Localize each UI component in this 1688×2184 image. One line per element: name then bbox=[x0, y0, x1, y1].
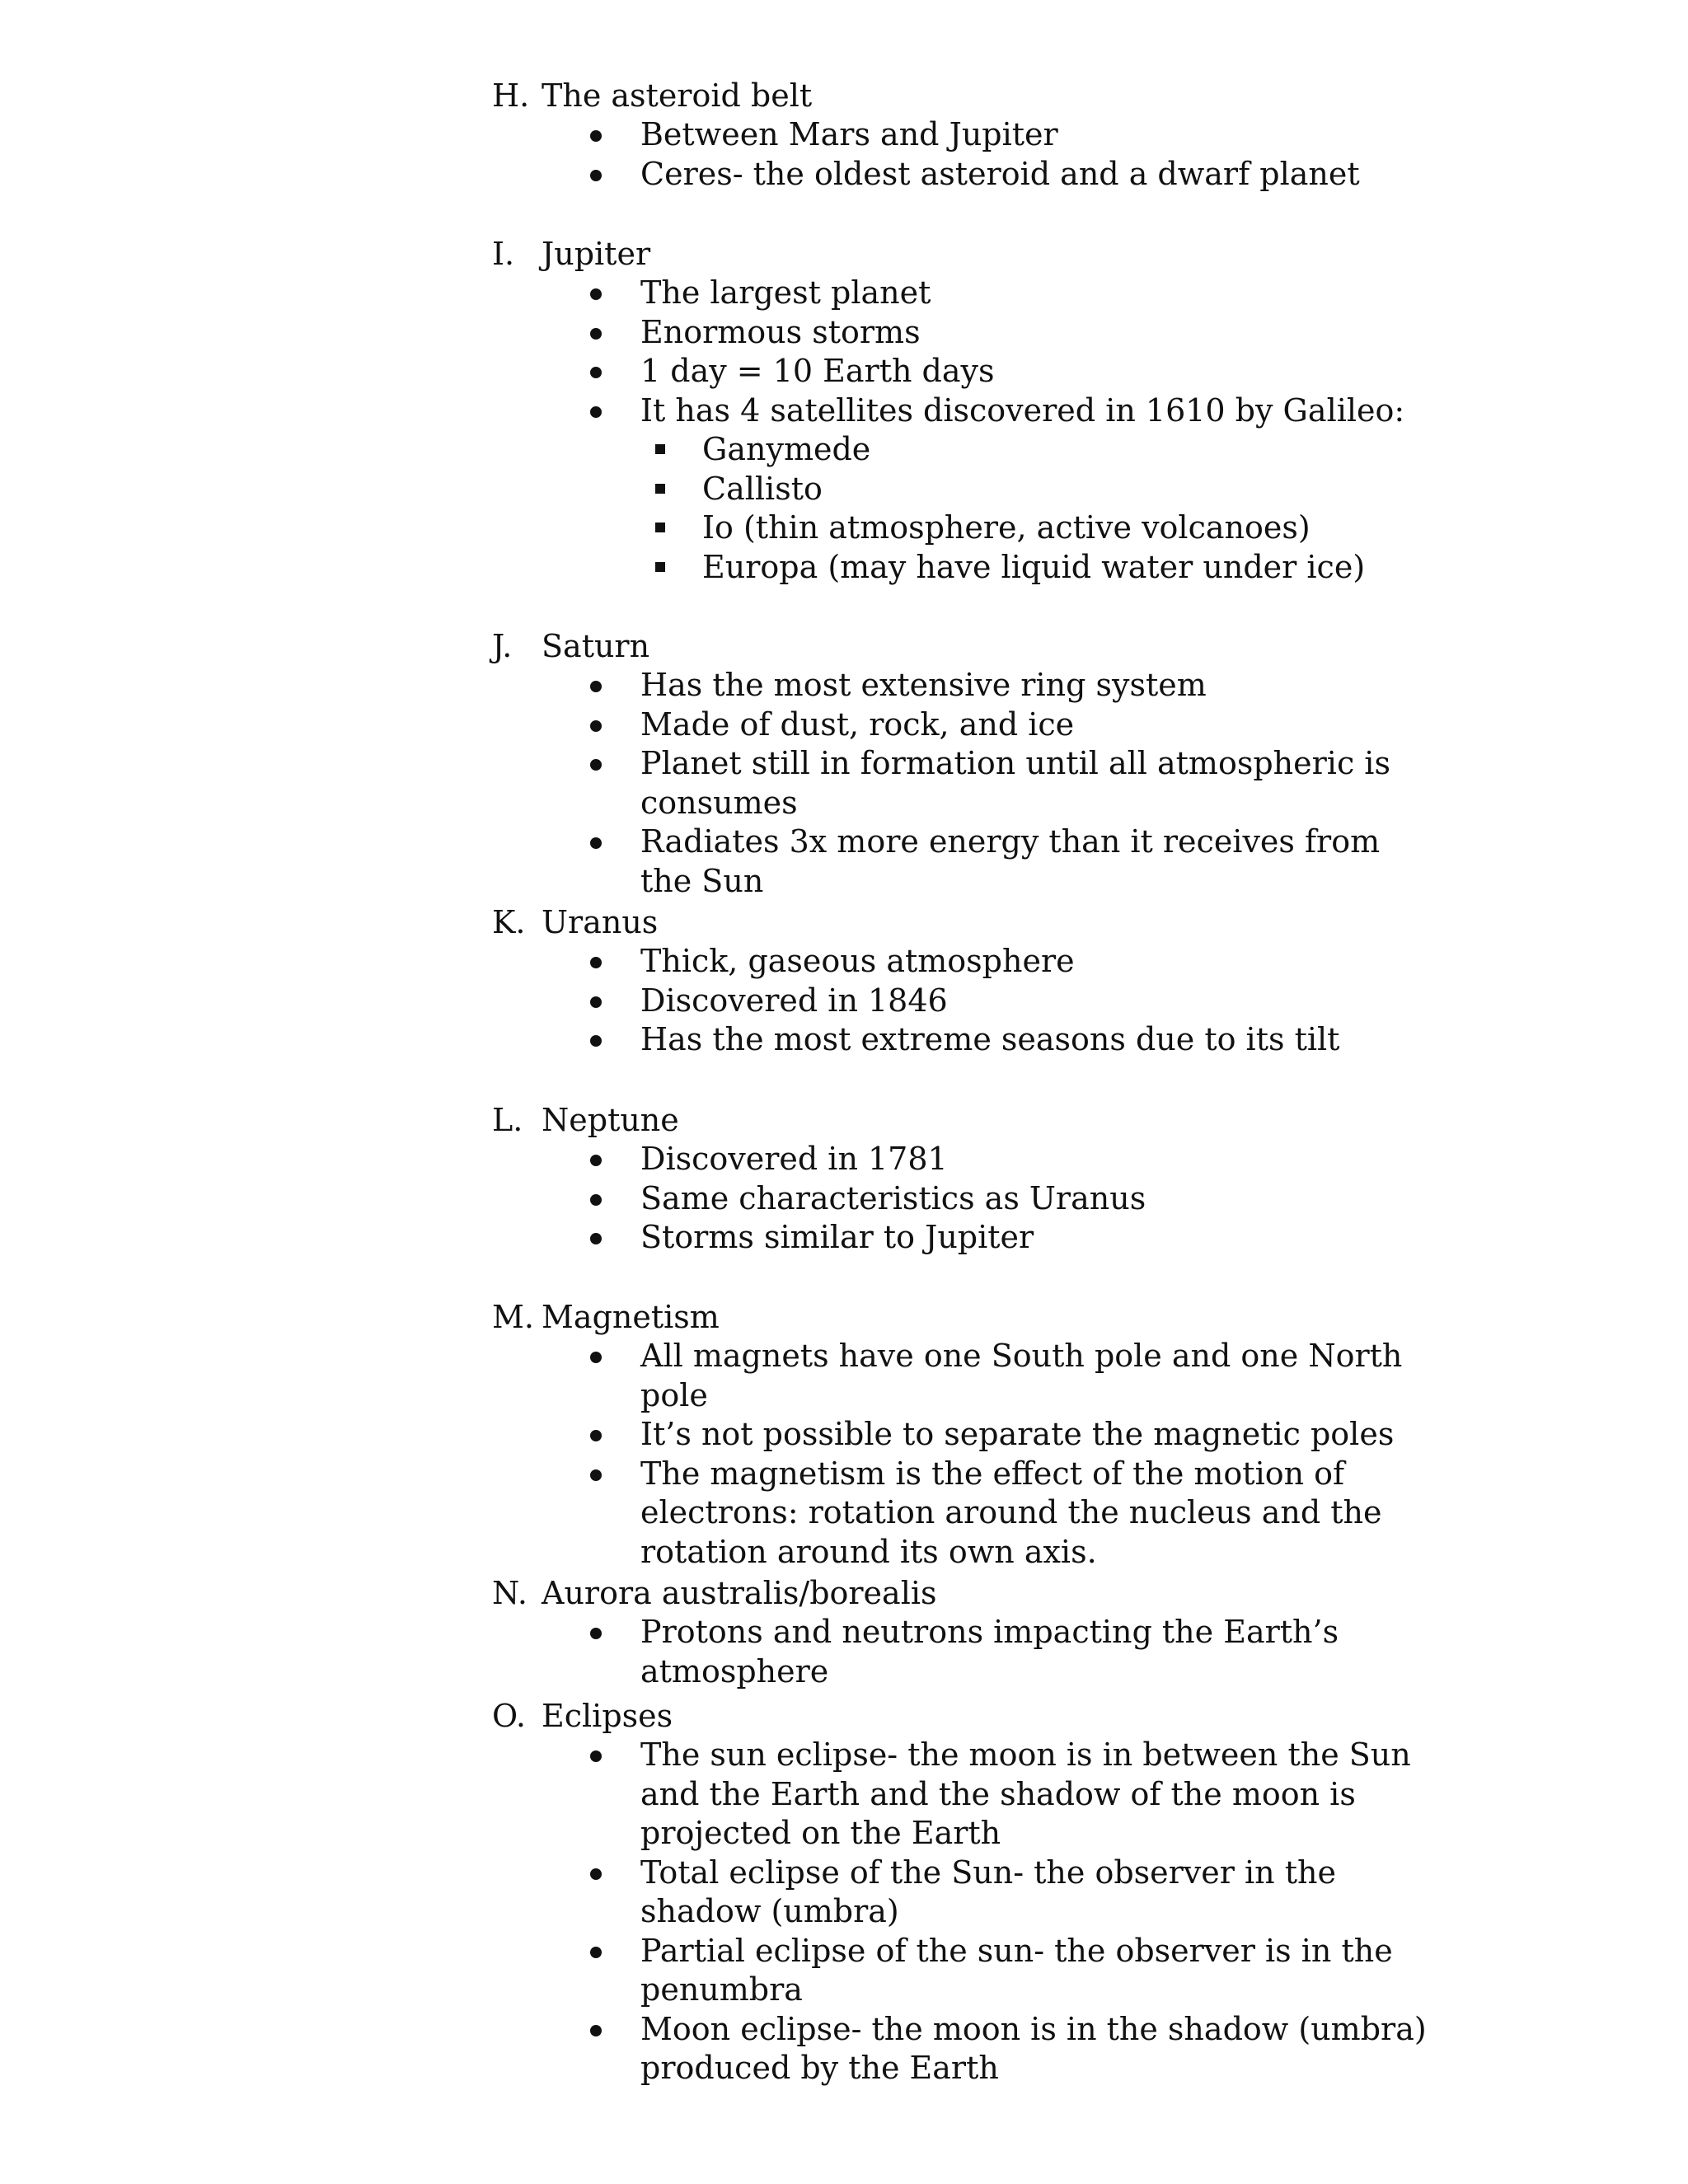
section-letter: J. bbox=[492, 628, 513, 664]
bullet-item bbox=[0, 313, 1440, 353]
bullet-icon bbox=[590, 130, 602, 142]
bullet-text: Total eclipse of the Sun- the observer in the shadow (umbra) bbox=[640, 1854, 1336, 1929]
square-bullet-icon bbox=[655, 484, 665, 494]
section-magnetism bbox=[0, 1297, 1688, 1572]
bullet-icon bbox=[590, 367, 602, 378]
bullet-text: Has the most extreme seasons due to its tilt bbox=[640, 1021, 1340, 1057]
bullet-icon bbox=[590, 681, 602, 692]
bullet-text: Between Mars and Jupiter bbox=[640, 116, 1058, 152]
bullet-icon bbox=[590, 1233, 602, 1244]
bullet-text: Discovered in 1846 bbox=[640, 982, 948, 1019]
bullet-text: It has 4 satellites discovered in 1610 by Galileo: bbox=[640, 391, 1405, 429]
sub-bullet-text: Callisto bbox=[702, 470, 823, 507]
bullet-icon bbox=[590, 328, 602, 340]
bullet-list bbox=[0, 115, 1688, 194]
section-heading bbox=[0, 234, 1688, 274]
bullet-item bbox=[0, 274, 1440, 313]
section-letter: H. bbox=[492, 77, 530, 114]
bullet-item bbox=[0, 1218, 1440, 1258]
bullet-text: 1 day = 10 Earth days bbox=[640, 353, 995, 389]
sub-bullet-text: Io (thin atmosphere, active volcanoes) bbox=[702, 509, 1311, 546]
square-bullet-icon bbox=[655, 444, 665, 454]
section-heading bbox=[0, 1696, 1688, 1736]
bullet-text: The magnetism is the effect of the motion of electrons: rotation around the nucleus and the rotation around its own axis. bbox=[640, 1455, 1382, 1570]
bullet-list bbox=[0, 1140, 1688, 1258]
bullet-icon bbox=[590, 2025, 602, 2036]
section-neptune bbox=[0, 1100, 1688, 1258]
bullet-icon bbox=[590, 1035, 602, 1047]
sub-bullet-text: Ganymede bbox=[702, 431, 871, 467]
bullet-item bbox=[0, 115, 1440, 155]
bullet-text: Thick, gaseous atmosphere bbox=[640, 943, 1075, 979]
section-letter: M. bbox=[492, 1299, 534, 1335]
bullet-item bbox=[0, 155, 1440, 194]
section-uranus bbox=[0, 902, 1688, 1060]
bullet-text: Enormous storms bbox=[640, 313, 921, 350]
section-title: Neptune bbox=[542, 1102, 679, 1138]
bullet-list bbox=[0, 1736, 1688, 2088]
section-letter: I. bbox=[492, 236, 515, 272]
section-title: Magnetism bbox=[542, 1299, 720, 1335]
bullet-item bbox=[0, 352, 1440, 391]
bullet-text: Storms similar to Jupiter bbox=[640, 1219, 1034, 1255]
bullet-icon bbox=[590, 1352, 602, 1363]
bullet-item bbox=[0, 1932, 1440, 2010]
bullet-icon bbox=[590, 720, 602, 732]
section-eclipses bbox=[0, 1696, 1688, 2088]
section-title: Aurora australis/borealis bbox=[542, 1575, 937, 1611]
sub-bullet-item bbox=[0, 470, 1444, 509]
bullet-text: It’s not possible to separate the magnetic poles bbox=[640, 1416, 1395, 1452]
section-heading bbox=[0, 626, 1688, 666]
bullet-item bbox=[0, 1736, 1440, 1854]
bullet-text: Radiates 3x more energy than it receives from the Sun bbox=[640, 823, 1381, 899]
bullet-icon bbox=[590, 288, 602, 300]
bullet-list bbox=[0, 1337, 1688, 1572]
bullet-list bbox=[0, 942, 1688, 1060]
bullet-icon bbox=[590, 1750, 602, 1762]
section-title: Uranus bbox=[542, 904, 659, 940]
bullet-icon bbox=[590, 957, 602, 968]
section-heading bbox=[0, 1573, 1688, 1613]
bullet-item bbox=[0, 942, 1440, 982]
bullet-item bbox=[0, 705, 1440, 745]
bullet-text: Has the most extensive ring system bbox=[640, 667, 1207, 703]
bullet-item bbox=[0, 1455, 1440, 1572]
bullet-list bbox=[0, 1613, 1688, 1691]
bullet-icon bbox=[590, 1430, 602, 1441]
bullet-item bbox=[0, 982, 1440, 1021]
bullet-icon bbox=[590, 759, 602, 771]
sub-bullet-item bbox=[0, 430, 1444, 470]
section-heading bbox=[0, 1297, 1688, 1337]
section-letter: K. bbox=[492, 904, 526, 940]
section-heading bbox=[0, 1100, 1688, 1140]
section-title: Jupiter bbox=[542, 236, 651, 272]
section-letter: N. bbox=[492, 1575, 528, 1611]
square-bullet-icon bbox=[655, 562, 665, 572]
bullet-text: Protons and neutrons impacting the Earth’s atmosphere bbox=[640, 1614, 1339, 1690]
bullet-item bbox=[0, 1415, 1440, 1455]
bullet-icon bbox=[590, 837, 602, 849]
bullet-icon bbox=[590, 996, 602, 1008]
bullet-text: Made of dust, rock, and ice bbox=[640, 705, 1075, 743]
bullet-item bbox=[0, 1140, 1440, 1179]
bullet-text: Same characteristics as Uranus bbox=[640, 1179, 1146, 1216]
section-asteroid-belt bbox=[0, 76, 1688, 194]
section-jupiter bbox=[0, 234, 1688, 587]
bullet-icon bbox=[590, 1155, 602, 1166]
bullet-text: The sun eclipse- the moon is in between the Sun and the Earth and the shadow of the moon is projected on the Earth bbox=[640, 1736, 1411, 1851]
bullet-icon bbox=[590, 170, 602, 181]
bullet-item bbox=[0, 2010, 1440, 2088]
bullet-icon bbox=[590, 1194, 602, 1206]
bullet-item bbox=[0, 1020, 1440, 1060]
bullet-icon bbox=[590, 1469, 602, 1481]
bullet-text: Ceres- the oldest asteroid and a dwarf planet bbox=[640, 155, 1360, 192]
bullet-text: Discovered in 1781 bbox=[640, 1141, 948, 1177]
bullet-item bbox=[0, 744, 1440, 823]
bullet-icon bbox=[590, 1868, 602, 1880]
section-aurora bbox=[0, 1573, 1688, 1691]
bullet-text: Moon eclipse- the moon is in the shadow (umbra) produced by the Earth bbox=[640, 2010, 1427, 2086]
bullet-text: The largest planet bbox=[640, 274, 931, 311]
square-bullet-icon bbox=[655, 523, 665, 532]
bullet-list bbox=[0, 666, 1688, 901]
bullet-text: Planet still in formation until all atmospheric is consumes bbox=[640, 745, 1390, 821]
bullet-icon bbox=[590, 1628, 602, 1639]
sub-bullet-list bbox=[0, 430, 1688, 587]
bullet-item bbox=[0, 823, 1440, 901]
section-heading bbox=[0, 902, 1688, 942]
section-letter: O. bbox=[492, 1698, 527, 1734]
bullet-text: All magnets have one South pole and one North pole bbox=[640, 1338, 1403, 1413]
bullet-list bbox=[0, 274, 1688, 430]
section-saturn bbox=[0, 626, 1688, 901]
section-letter: L. bbox=[492, 1102, 523, 1138]
bullet-text: Partial eclipse of the sun- the observer is in the penumbra bbox=[640, 1932, 1393, 2008]
bullet-item bbox=[0, 1854, 1440, 1932]
sub-bullet-text: Europa (may have liquid water under ice) bbox=[702, 548, 1366, 585]
bullet-item bbox=[0, 1179, 1440, 1219]
sub-bullet-item bbox=[0, 509, 1444, 548]
section-title: The asteroid belt bbox=[542, 77, 813, 114]
sub-bullet-item bbox=[0, 548, 1444, 588]
section-title: Saturn bbox=[542, 628, 650, 664]
section-title: Eclipses bbox=[542, 1698, 673, 1734]
bullet-item bbox=[0, 391, 1440, 431]
bullet-item bbox=[0, 666, 1440, 705]
bullet-icon bbox=[590, 1947, 602, 1958]
bullet-item bbox=[0, 1613, 1440, 1691]
section-heading bbox=[0, 76, 1688, 115]
bullet-item bbox=[0, 1337, 1440, 1415]
bullet-icon bbox=[590, 406, 602, 418]
